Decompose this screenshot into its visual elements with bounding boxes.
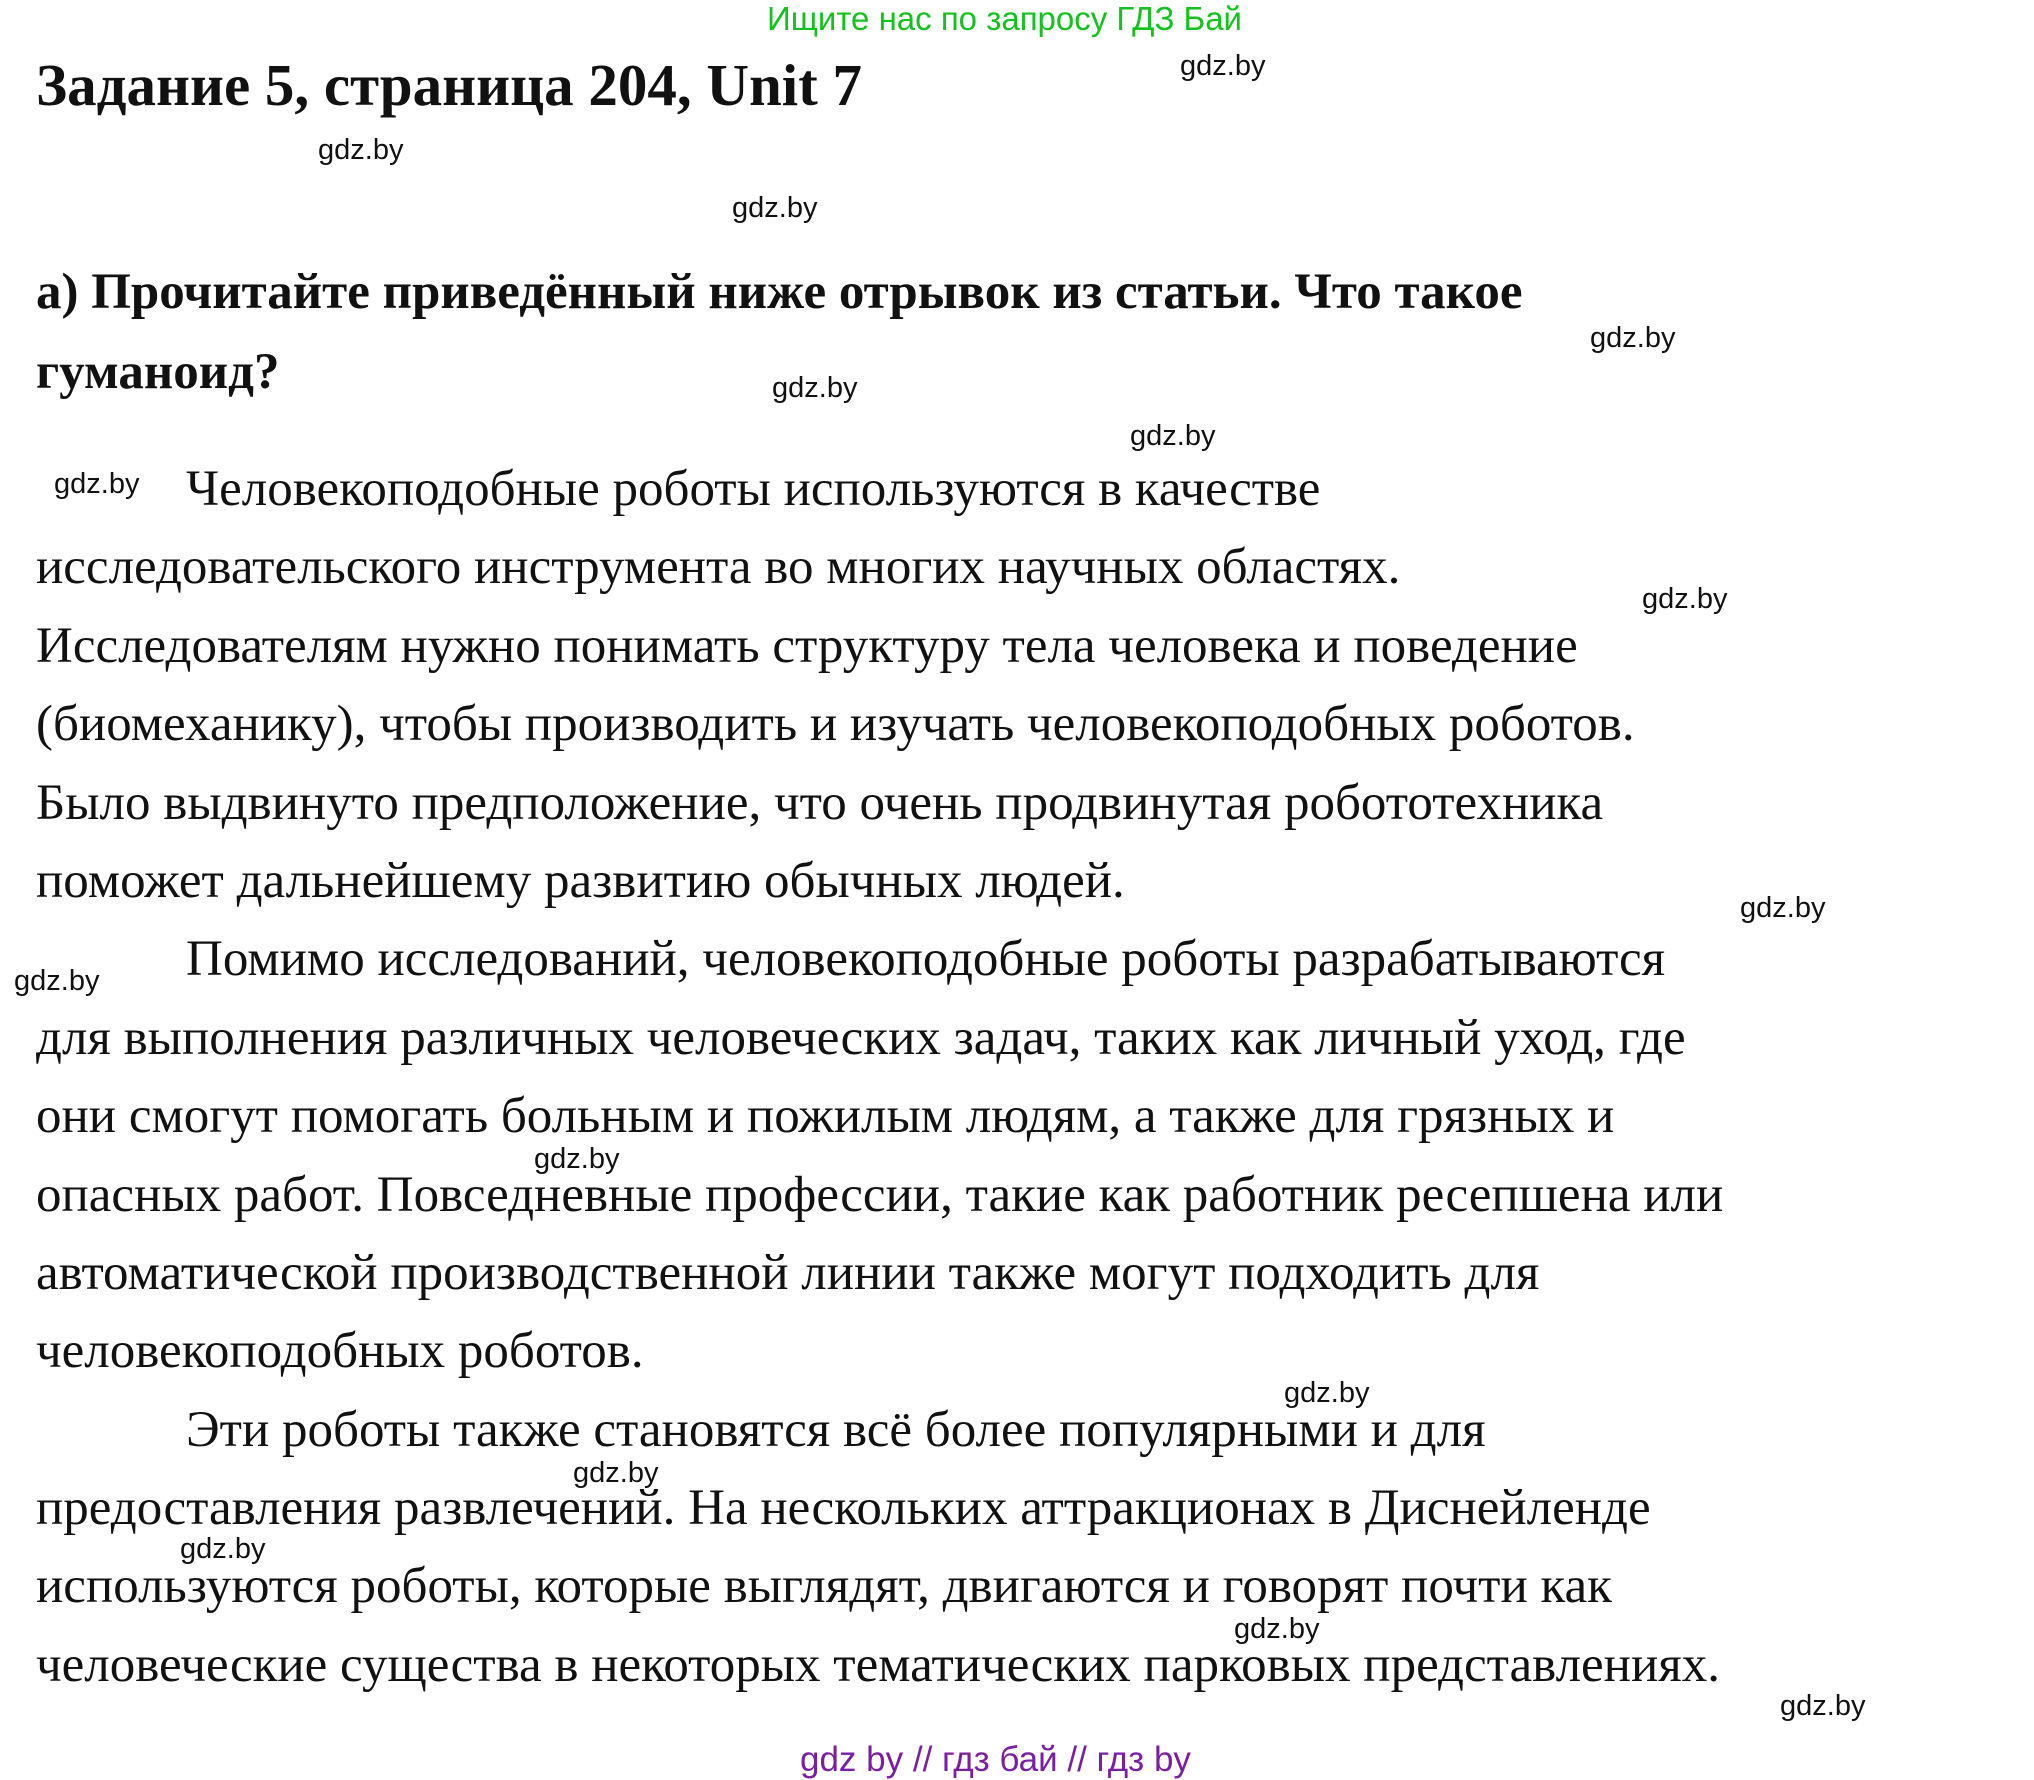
paragraph-line: опасных работ. Повседневные профессии, такие как работник ресепшена или [36, 1166, 1724, 1223]
watermark: gdz.by [573, 1457, 659, 1489]
paragraph-line: они смогут помогать больным и пожилым людям, а также для грязных и [36, 1088, 1615, 1145]
watermark: gdz.by [1590, 322, 1676, 354]
paragraph-line: Эти роботы также становятся всё более популярными и для [186, 1401, 1486, 1458]
watermark: gdz.by [14, 965, 100, 997]
task-instruction [36, 252, 1996, 412]
watermark: gdz.by [1234, 1613, 1320, 1645]
article-excerpt [36, 450, 2016, 1704]
watermark: gdz.by [318, 134, 404, 166]
paragraph-line: автоматической производственной линии также могут подходить для [36, 1244, 1540, 1301]
paragraph-line: Помимо исследований, человекоподобные роботы разрабатываются [186, 931, 1666, 988]
paragraph-line: используются роботы, которые выглядят, двигаются и говорят почти как [36, 1558, 1612, 1615]
watermark: gdz.by [180, 1533, 266, 1565]
footer-watermark: gdz by // гдз бай // гдз by [800, 1740, 1191, 1779]
watermark: gdz.by [1740, 892, 1826, 924]
watermark: gdz.by [54, 468, 140, 500]
paragraph-line: Было выдвинуто предположение, что очень продвинутая робототехника [36, 774, 1604, 831]
watermark: gdz.by [1642, 583, 1728, 615]
paragraph-line: человекоподобных роботов. [36, 1323, 644, 1380]
paragraph-line: Исследователям нужно понимать структуру тела человека и поведение [36, 617, 1578, 674]
paragraph-line: поможет дальнейшему развитию обычных людей. [36, 852, 1125, 909]
watermark: gdz.by [1284, 1377, 1370, 1409]
paragraph-line: человеческие существа в некоторых тематических парковых представлениях. [36, 1636, 1720, 1693]
search-banner: Ищите нас по запросу ГДЗ Бай [767, 0, 1242, 37]
paragraph-line: (биомеханику), чтобы производить и изучать человекоподобных роботов. [36, 696, 1635, 753]
watermark: gdz.by [534, 1143, 620, 1175]
paragraph-line: исследовательского инструмента во многих научных областях. [36, 539, 1401, 596]
watermark: gdz.by [1180, 50, 1266, 82]
task-line: гуманоид? [36, 344, 280, 400]
watermark: gdz.by [1130, 420, 1216, 452]
paragraph-line: для выполнения различных человеческих задач, таких как личный уход, где [36, 1009, 1686, 1066]
watermark: gdz.by [1780, 1690, 1866, 1722]
paragraph-line: Человекоподобные роботы используются в качестве [186, 461, 1321, 517]
page-title: Задание 5, страница 204, Unit 7 [36, 52, 863, 118]
task-line: а) Прочитайте приведённый ниже отрывок из статьи. Что такое [36, 264, 1523, 320]
watermark: gdz.by [732, 192, 818, 224]
watermark: gdz.by [772, 372, 858, 404]
paragraph-line: предоставления развлечений. На нескольких аттракционах в Диснейленде [36, 1480, 1651, 1537]
